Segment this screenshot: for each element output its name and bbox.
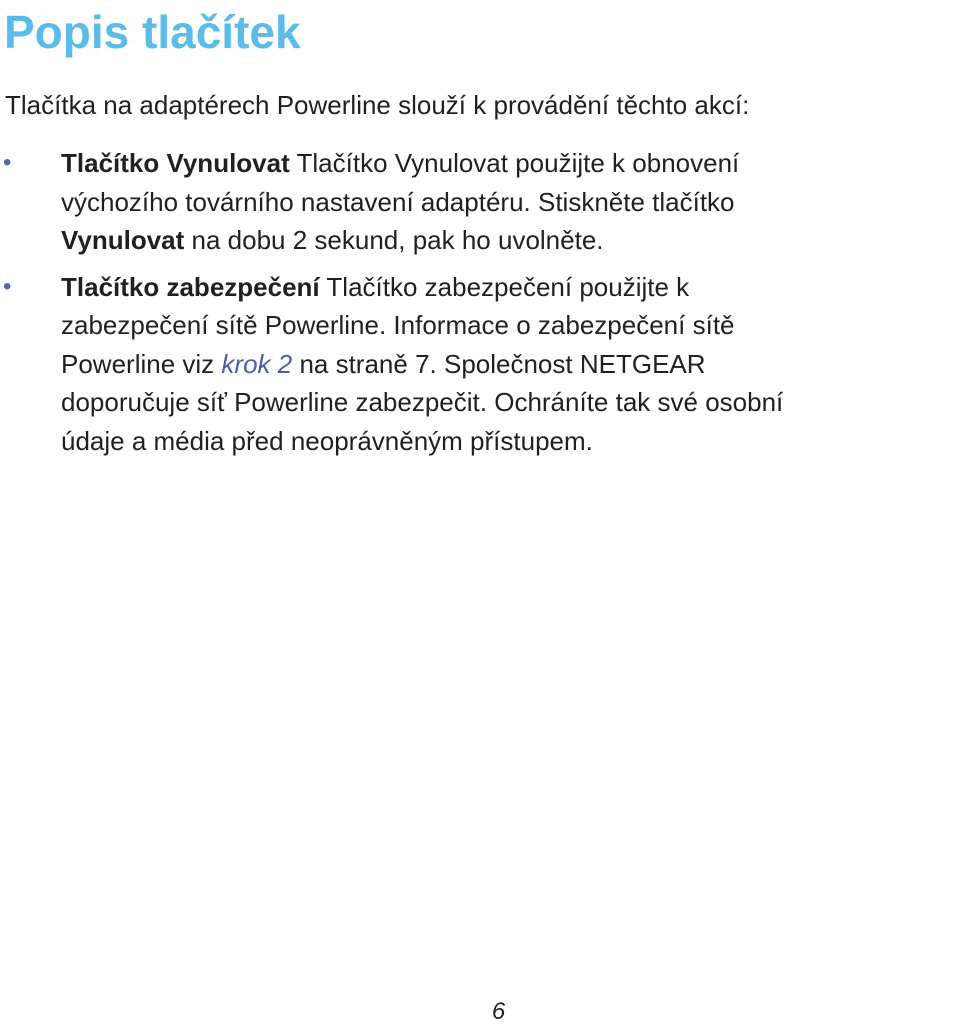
- page-title: Popis tlačítek: [4, 6, 301, 58]
- list-item-line: [61, 345, 960, 384]
- item-emphasis: Vynulovat: [61, 225, 185, 255]
- bullet-icon: •: [3, 149, 12, 176]
- list-item-line: údaje a média před neoprávněným přístupem.: [61, 425, 593, 456]
- item-text: Powerline viz: [61, 348, 222, 379]
- item-text: Tlačítko zabezpečení použijte k: [319, 271, 690, 302]
- item-text: na straně 7. Společnost NETGEAR: [292, 348, 706, 379]
- list-item-line: doporučuje síť Powerline zabezpečit. Ochráníte tak své osobní: [61, 387, 784, 417]
- button-description-list: [0, 144, 960, 468]
- list-item-line: zabezpečení sítě Powerline. Informace o zabezpečení sítě: [61, 310, 735, 340]
- item-text: Tlačítko Vynulovat použijte k obnovení: [289, 148, 740, 178]
- list-item-line: výchozího továrního nastavení adaptéru. Stiskněte tlačítko: [61, 186, 735, 217]
- step-link[interactable]: krok 2: [221, 348, 293, 379]
- list-item-line: [61, 144, 960, 183]
- intro-text: Tlačítka na adaptérech Powerline slouží k provádění těchto akcí:: [5, 90, 750, 120]
- list-item-reset-button: [0, 144, 960, 260]
- item-text: na dobu 2 sekund, pak ho uvolněte.: [184, 225, 604, 255]
- item-heading: Tlačítko zabezpečení: [61, 271, 320, 302]
- bullet-icon: •: [3, 272, 12, 300]
- list-item-security-button: [0, 268, 960, 461]
- list-item-line: [61, 221, 960, 260]
- item-heading: Tlačítko Vynulovat: [61, 148, 290, 178]
- list-item-line: [61, 268, 960, 307]
- page-number: 6: [491, 998, 506, 1025]
